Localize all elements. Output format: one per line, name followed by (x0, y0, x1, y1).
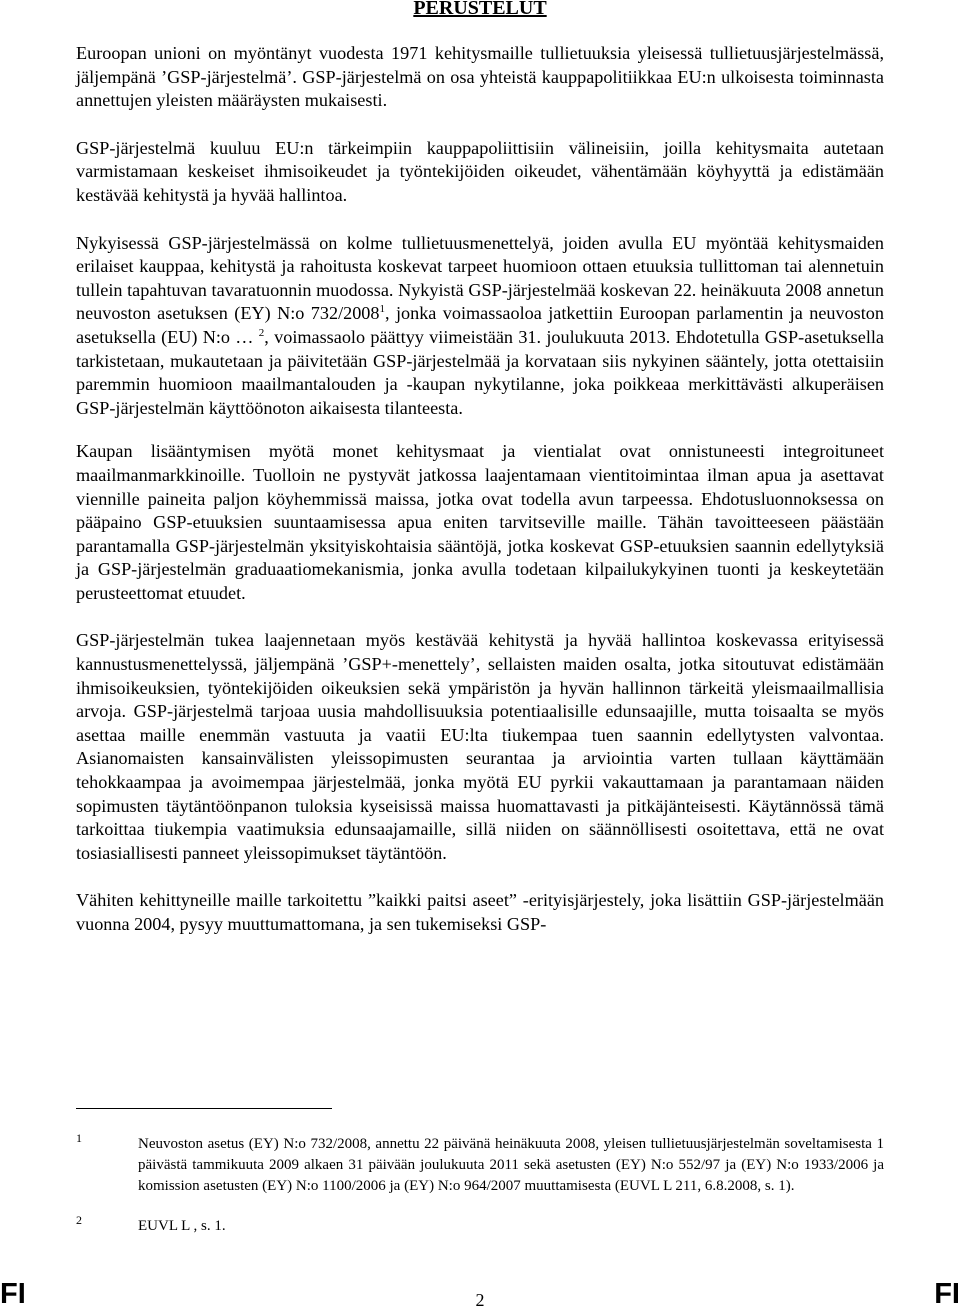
page-number: 2 (475, 1290, 485, 1310)
paragraph: Kaupan lisääntymisen myötä monet kehitysmaat ja vientialat ovat onnistuneesti integroituneet maailmanmarkkinoille. Tuolloin ne pystyvät jatkossa laajentamaan vientitoimintaa ilman apua ja asettavat viennille paineita paljon köyhemmissä maissa, jotka ovat todella avun tarpeessa. Ehdotusluonnoksessa on pääpaino GSP-etuuksien suuntaamisessa apua eniten tarvitseville maille. Tähän tavoitteeseen päästään parantamalla GSP-järjestelmän yksityiskohtaisia sääntöjä, jotka koskevat GSP-etuuksien saannin edellytyksiä ja GSP-järjestelmän graduaatiomekanismia, jonka avulla todetaan kilpailukykyinen tuonti ja keskeytetään perusteettomat etuudet. (76, 441, 884, 603)
paragraph-text: , voimassaolo päättyy viimeistään 31. joulukuuta 2013. Ehdotetulla GSP-asetuksella tarkistetaan, mukautetaan ja päivitetään GSP-järjestelmää ja korvataan siis nykyinen sääntely, jotta otettaisiin paremmin huomioon maailmantalouden ja -kaupan nykytilanne, joka poikkeaa merkittävästi alkuperäisen GSP-järjestelmän käyttöönoton aikaisesta tilanteesta. (76, 326, 884, 418)
footnote-reference[interactable]: 1 (379, 303, 385, 316)
language-code-right: FI (934, 1278, 960, 1310)
footnote-text: Neuvoston asetus (EY) N:o 732/2008, annettu 22 päivänä heinäkuuta 2008, yleisen tullietuusjärjestelmän soveltamisesta 1 päivästä tammikuuta 2009 alkaen 31 päivään joulukuuta 2011 sekä asetusten (EY) N:o 552/97 ja (EY) N:o 1933/2006 ja komission asetusten (EY) N:o 1100/2006 ja (EY) N:o 964/2007 muuttamisesta (EUVL L 211, 6.8.2008, s. 1). (138, 1136, 884, 1194)
paragraph-text: Nykyisessä GSP-järjestelmässä on kolme tullietuusmenettelyä, joiden avulla EU myöntää kehitysmaiden erilaiset kauppaa, kehitystä ja rahoitusta koskevat tarpeet huomioon ottaen etuuksia tullittoman tai alennetuin tullein tapahtuvan tavaratuonnin muodossa. Nykyistä GSP-järjestelmää koskevan 22. heinäkuuta 2008 annetun neuvoston asetuksen (EY) N:o 732/2008 (76, 232, 884, 324)
paragraph (76, 232, 884, 421)
page-title: PERUSTELUT (413, 0, 547, 19)
paragraph: Vähiten kehittyneille maille tarkoitettu ”kaikki paitsi aseet” -erityisjärjestely, joka lisättiin GSP-järjestelmään vuonna 2004, pysyy muuttumattomana, ja sen tukemiseksi GSP- (76, 890, 884, 934)
footnote-reference[interactable]: 2 (258, 326, 265, 339)
paragraph: Euroopan unioni on myöntänyt vuodesta 1971 kehitysmaille tullietuuksia yleisessä tullietuusjärjestelmässä, jäljempänä ’GSP-järjestelmä’. GSP-järjestelmä on osa yhteistä kauppapolitiikkaa EU:n ulkoisesta toiminnasta annettujen yleisten määräysten mukaisesti. (76, 43, 884, 111)
paragraph: GSP-järjestelmän tukea laajennetaan myös kestävää kehitystä ja hyvää hallintoa koskevassa erityisessä kannustusmenettelyssä, jäljempänä ’GSP+-menettely’, sellaisten maiden osalta, jotka sitoutuvat edistämään ihmisoikeuksien, työntekijöiden oikeuksien sekä ympäristön ja hyvän hallinnon tärkeitä yleismaailmallisia arvoja. GSP-järjestelmä tarjoaa uusia mahdollisuuksia potentiaalisille edunsaajille, mutta toisaalta se myös asettaa maille enemmän vastuuta ja vaatii EU:lta tiukempaa tuen saannin edellytysten valvontaa. Asianomaisten kansainvälisten yleissopimusten seurantaa ja arviointia varten tullaan käyttämään tehokkaampaa ja avoimempaa järjestelmää, jonka myötä EU pyrkii vakauttamaan ja parantamaan näiden sopimusten täytäntöönpanon tuloksia kyseisissä maissa huomattavasti ja pitkäjänteisesti. Käytännössä tämä tarkoittaa tiukempia vaatimuksia edunsaajamaille, sillä niiden on säännöllisesti osoitettava, että ne ovat tosiasiallisesti panneet yleissopimukset täytäntöön. (76, 630, 884, 863)
paragraph: GSP-järjestelmä kuuluu EU:n tärkeimpiin kauppapoliittisiin välineisiin, joilla kehitysmaita autetaan varmistamaan keskeiset ihmisoikeudet ja työntekijöiden oikeudet, vähentämään köyhyyttä ja edistämään kestävää kehitystä ja hyvää hallintoa. (76, 137, 884, 205)
footnote-number: 2 (76, 1213, 82, 1227)
footnote-divider (76, 1108, 332, 1109)
footnote-text: EUVL L , s. 1. (138, 1218, 226, 1234)
paragraph-text: , jonka voimassaoloa jatkettiin Euroopan parlamentin ja neuvoston asetuksella (EU) N:o … (76, 303, 884, 347)
document-body (76, 42, 884, 937)
language-code-left: FI (0, 1278, 26, 1310)
footnote-number: 1 (76, 1131, 82, 1145)
